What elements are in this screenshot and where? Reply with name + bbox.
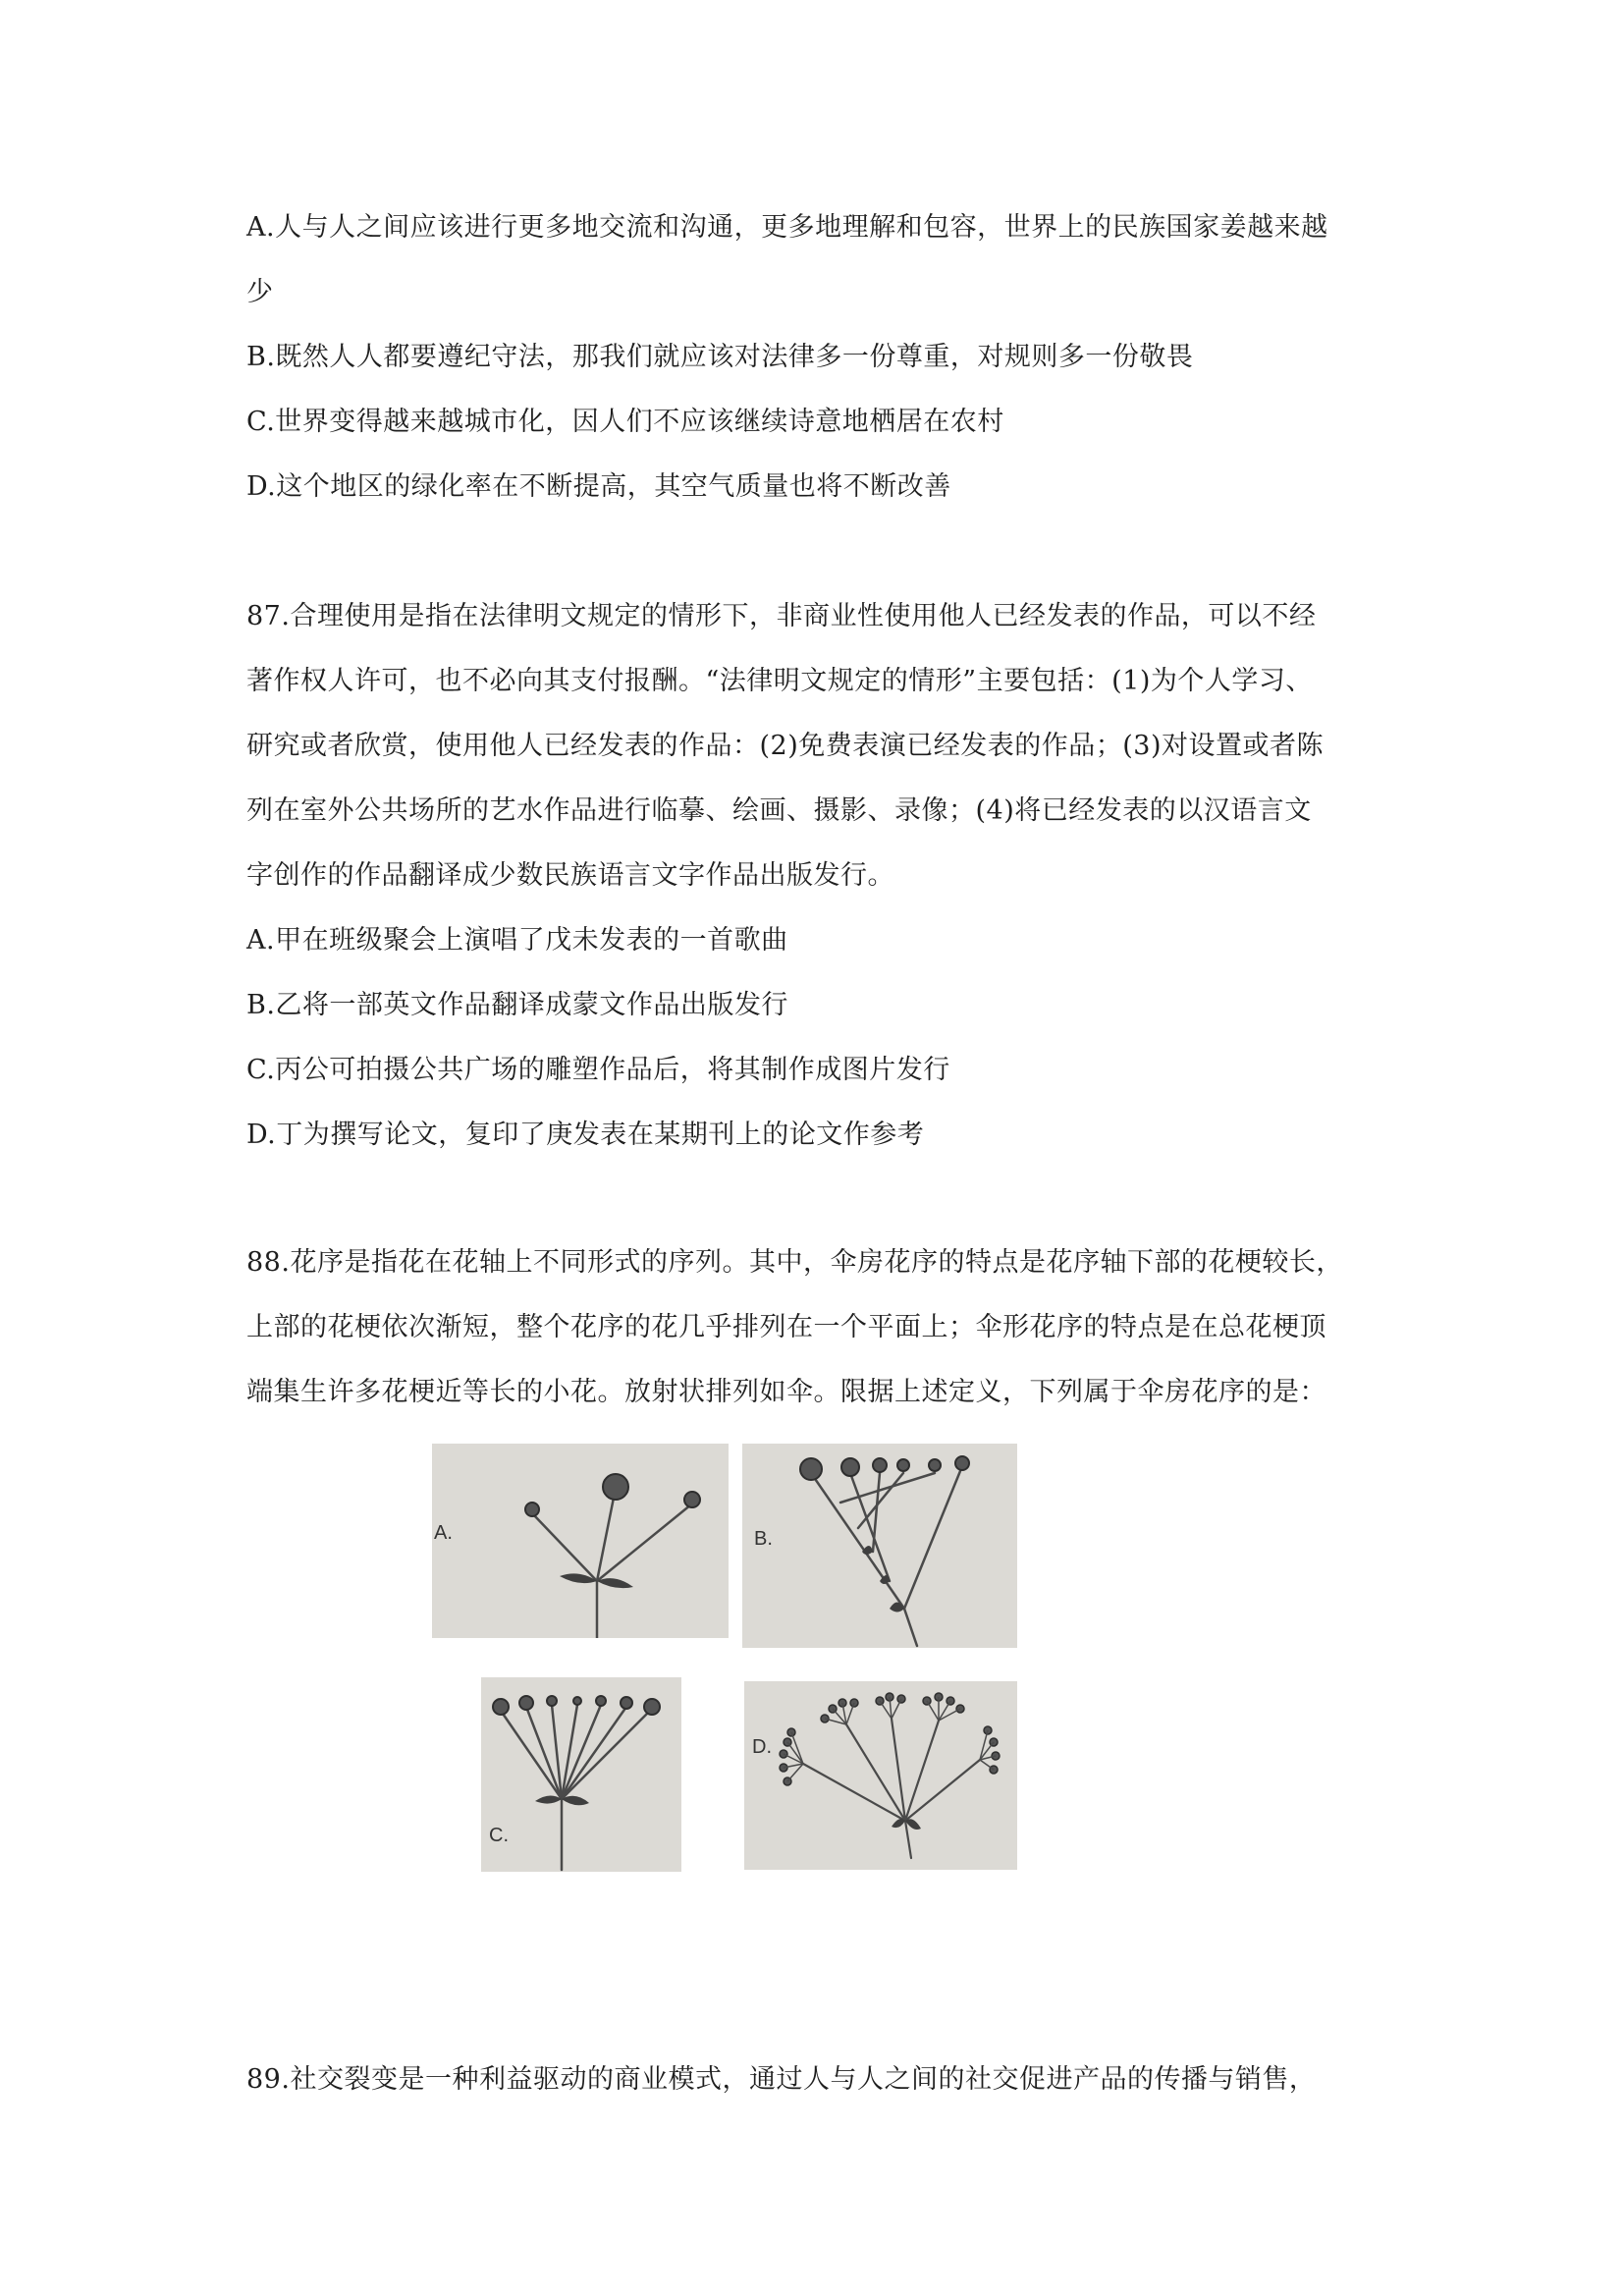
inflorescence-a-drawing [432,1444,729,1638]
figure-label-a: A. [434,1522,453,1544]
figure-label-b: B. [754,1528,773,1550]
q88-stem-line-1: 88.花序是指花在花轴上不同形式的序列。其中，伞房花序的特点是花序轴下部的花梗较长， [246,1247,1343,1278]
q87-stem-line-2: 著作权人许可，也不必向其支付报酬。“法律明文规定的情形”主要包括：(1)为个人学习、 [246,666,1313,696]
figure-label-d: D. [752,1736,772,1758]
figure-panel-a [432,1444,729,1638]
q86-option-a-continued: 少 [246,277,274,307]
q89-stem-line-1: 89.社交裂变是一种利益驱动的商业模式，通过人与人之间的社交促进产品的传播与销售， [246,2064,1317,2095]
q86-option-d: D.这个地区的绿化率在不断提高，其空气质量也将不断改善 [246,471,951,502]
q88-stem-line-3: 端集生许多花梗近等长的小花。放射状排列如伞。限据上述定义，下列属于伞房花序的是： [246,1377,1326,1407]
q87-stem-line-4: 列在室外公共场所的艺水作品进行临摹、绘画、摄影、录像；(4)将已经发表的以汉语言文 [246,795,1312,826]
inflorescence-d-drawing [744,1681,1017,1870]
q86-option-c: C.世界变得越来越城市化，因人们不应该继续诗意地栖居在农村 [246,407,1004,437]
figure-panel-b [742,1444,1017,1648]
q86-option-b: B.既然人人都要遵纪守法，那我们就应该对法律多一份尊重，对规则多一份敬畏 [246,342,1194,372]
q87-option-a: A.甲在班级聚会上演唱了戊未发表的一首歌曲 [246,925,788,956]
q86-option-a: A.人与人之间应该进行更多地交流和沟通，更多地理解和包容，世界上的民族国家姜越来越 [246,212,1328,243]
q87-stem-line-3: 研究或者欣赏，使用他人已经发表的作品：(2)免费表演已经发表的作品；(3)对设置或者陈 [246,731,1324,761]
inflorescence-c-drawing [481,1677,681,1872]
figure-panel-d [744,1681,1017,1870]
figure-panel-c [481,1677,681,1872]
q87-stem-line-1: 87.合理使用是指在法律明文规定的情形下，非商业性使用他人已经发表的作品，可以不经 [246,601,1317,631]
q87-option-b: B.乙将一部英文作品翻译成蒙文作品出版发行 [246,990,788,1020]
q88-stem-line-2: 上部的花梗依次渐短，整个花序的花几乎排列在一个平面上；伞形花序的特点是在总花梗顶 [246,1312,1326,1342]
figure-label-c: C. [489,1825,509,1846]
inflorescence-b-drawing [742,1444,1017,1648]
q87-stem-line-5: 字创作的作品翻译成少数民族语言文字作品出版发行。 [246,860,894,891]
q87-option-d: D.丁为撰写论文，复印了庚发表在某期刊上的论文作参考 [246,1120,925,1150]
q87-option-c: C.丙公可拍摄公共广场的雕塑作品后，将其制作成图片发行 [246,1055,950,1085]
